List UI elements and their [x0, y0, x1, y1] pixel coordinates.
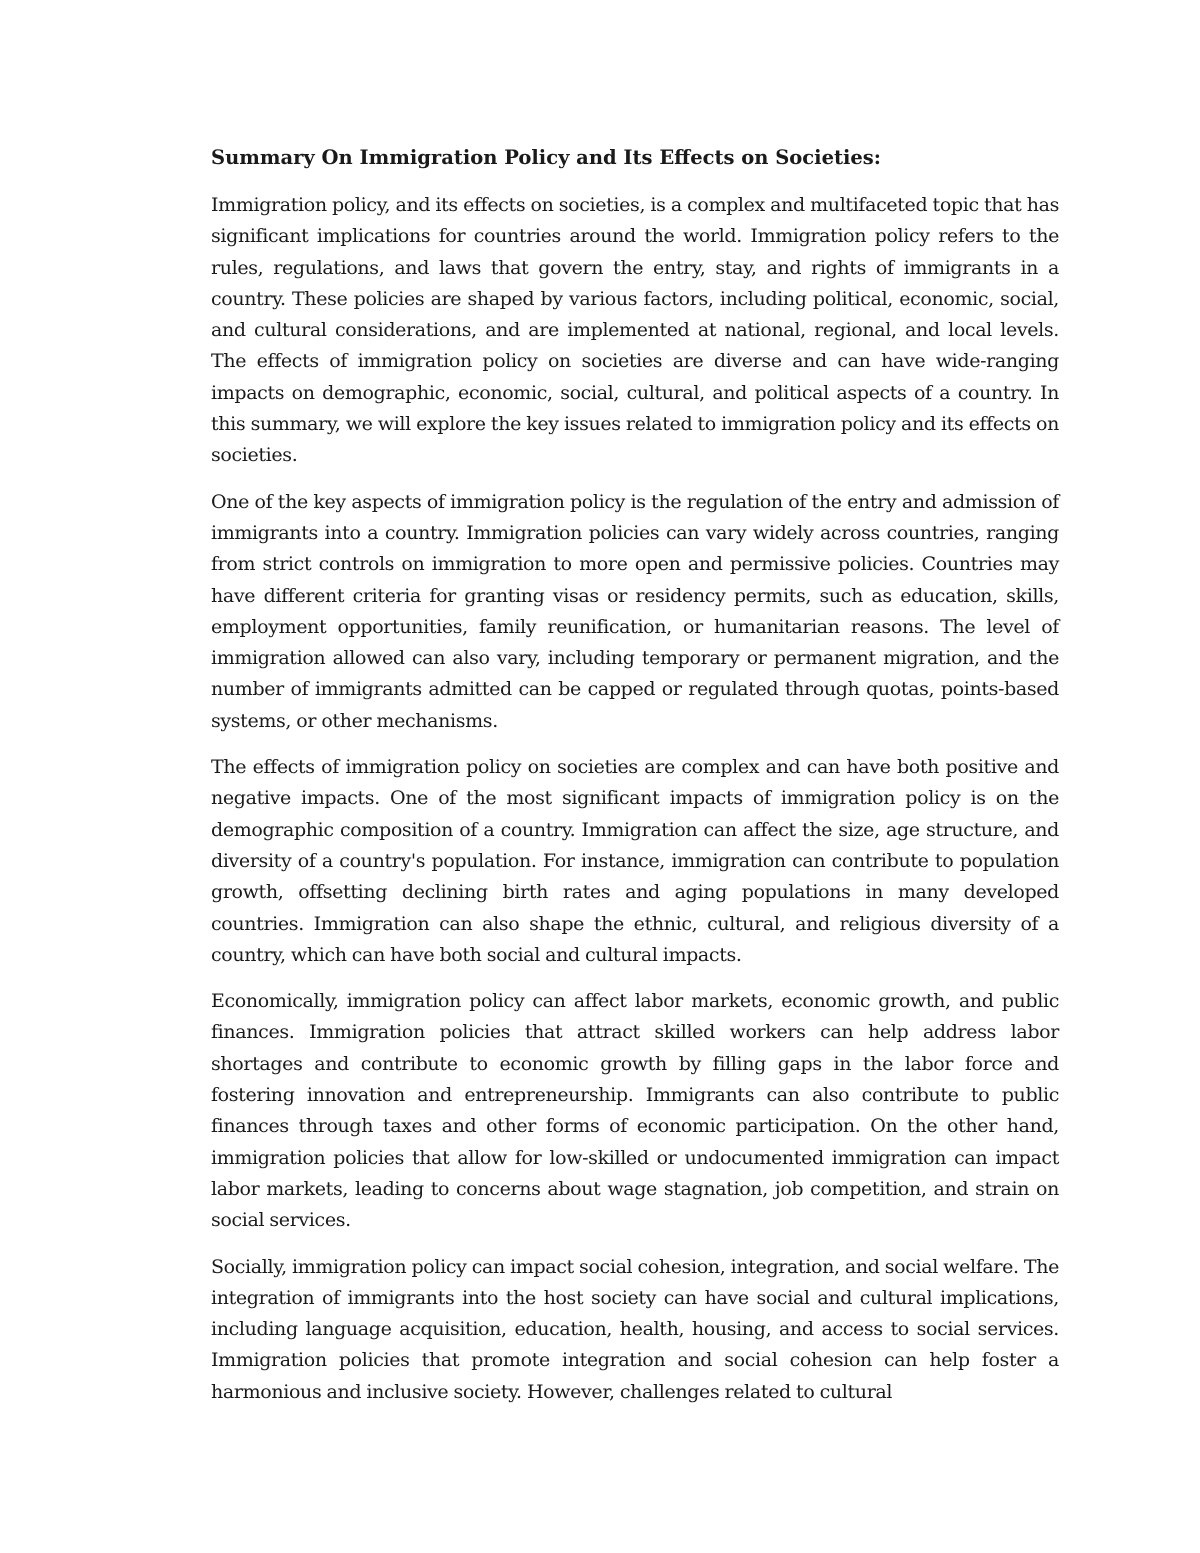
- document-title: Summary On Immigration Policy and Its Effects on Societies:: [211, 146, 881, 169]
- paragraph-economic-effects: Economically, immigration policy can affect labor markets, economic growth, and public finances. Immigration policies that attract skilled workers can help address labor shortages and contribute to economic growth by filling gaps in the labor force and fostering innovation and entrepreneurship. Immigrants can also contribute to public finances through taxes and other forms of economic participation. On the other hand, immigration policies that allow for low-skilled or undocumented immigration can impact labor markets, leading to concerns about wage stagnation, job competition, and strain on social services.: [211, 990, 1059, 1232]
- paragraph-demographic-effects: The effects of immigration policy on societies are complex and can have both positive and negative impacts. One of the most significant impacts of immigration policy is on the demographic composition of a country. Immigration can affect the size, age structure, and diversity of a country's population. For instance, immigration can contribute to population growth, offsetting declining birth rates and aging populations in many developed countries. Immigration can also shape the ethnic, cultural, and religious diversity of a country, which can have both social and cultural impacts.: [211, 756, 1059, 966]
- paragraph-social-effects: Socially, immigration policy can impact social cohesion, integration, and social welfare. The integration of immigrants into the host society can have social and cultural implications, including language acquisition, education, health, housing, and access to social services. Immigration policies that promote integration and social cohesion can help foster a harmonious and inclusive society. However, challenges related to cultural: [211, 1255, 1059, 1403]
- paragraph-entry-admission: One of the key aspects of immigration policy is the regulation of the entry and admission of immigrants into a country. Immigration policies can vary widely across countries, ranging from strict controls on immigration to more open and permissive policies. Countries may have different criteria for granting visas or residency permits, such as education, skills, employment opportunities, family reunification, or humanitarian reasons. The level of immigration allowed can also vary, including temporary or permanent migration, and the number of immigrants admitted can be capped or regulated through quotas, points-based systems, or other mechanisms.: [211, 490, 1059, 732]
- document-body: [211, 140, 1059, 1423]
- paragraph-intro: Immigration policy, and its effects on societies, is a complex and multifaceted topic that has significant implications for countries around the world. Immigration policy refers to the rules, regulations, and laws that govern the entry, stay, and rights of immigrants in a country. These policies are shaped by various factors, including political, economic, social, and cultural considerations, and are implemented at national, regional, and local levels. The effects of immigration policy on societies are diverse and can have wide-ranging impacts on demographic, economic, social, cultural, and political aspects of a country. In this summary, we will explore the key issues related to immigration policy and its effects on societies.: [211, 194, 1059, 467]
